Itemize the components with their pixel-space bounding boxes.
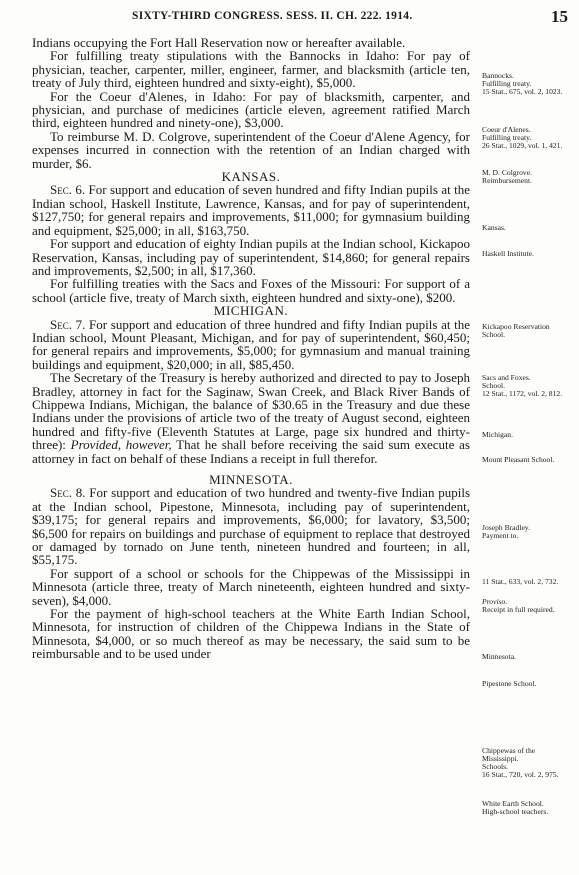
margin-note [482,169,572,185]
paragraph-text: That he shall before receiving the said sum execute as attorney in fact on behalf of these Indians a receipt in full therefor. [32,437,470,466]
margin-note [482,224,572,232]
margin-note [482,598,572,614]
margin-note [482,374,572,398]
paragraph: For fulfilling treaties with the Sacs and Foxes of the Missouri: For support of a school (article five, treaty of March sixth, eighteen hundred and sixty-one), $200. [32,276,470,305]
margin-note-line: 15 Stat., 675, vol. 2, 1023. [482,87,563,96]
margin-note-line: Pipestone School. [482,679,537,688]
margin-note-line: Schools. [482,762,508,771]
margin-note-line: Minnesota. [482,652,516,661]
paragraph [32,183,470,237]
margin-note [482,250,572,258]
margin-note-line: Fulfilling treaty. [482,79,532,88]
margin-note-line: Haskell Institute. [482,249,534,258]
margin-note-line: Bannocks. [482,71,514,80]
paragraph [32,486,470,566]
margin-note-line: White Earth School. [482,799,544,808]
margin-note-line: Fulfilling treaty. [482,133,532,142]
margin-note [482,653,572,661]
running-head-title: SIXTY-THIRD CONGRESS. SESS. II. CH. 222. 1914. [132,10,413,22]
running-header [32,7,570,28]
proviso-text: Provided, however, [70,437,172,453]
paragraph: For the payment of high-school teachers at the White Earth Indian School, Minnesota, for instruction of children of the Chippewa Indians in the State of Minnesota, $4,000, or so much thereof as may be necessary, the said sum to be reimbursable and to be used under [32,606,470,662]
paragraph: For fulfilling treaty stipulations with the Bannocks in Idaho: For pay of physician, teacher, carpenter, miller, engineer, farmer, and blacksmith (article ten, treaty of July third, eighteen hundred and sixty-eight), $5,000. [32,48,470,91]
margin-note-line: 11 Stat., 633, vol. 2, 732. [482,577,559,586]
section-heading-minnesota: MINNESOTA. [209,472,293,487]
margin-note-line: Mount Pleasant School. [482,455,555,464]
margin-note [482,800,572,816]
paragraph: For support of a school or schools for the Chippewas of the Mississippi in Minnesota (article three, treaty of March nineteenth, eighteen hundred and sixty-seven), $4,000. [32,565,470,608]
margin-note [482,524,572,540]
paragraph [32,318,470,372]
margin-note-line: Kickapoo Reservation School. [482,322,550,339]
margin-note-line: 12 Stat., 1172, vol. 2, 812. [482,389,563,398]
margin-note-line: 26 Stat., 1029, vol. 1, 421. [482,141,563,150]
margin-note-line: M. D. Colgrove. [482,168,532,177]
margin-note [482,323,572,339]
margin-note-line: Sacs and Foxes. [482,373,531,382]
margin-note [482,72,572,96]
margin-note [482,126,572,150]
margin-note-line: Payment to. [482,531,519,540]
paragraph-text: For support and education of two hundred and twenty-five Indian pupils at the Indian school, Pipestone, Minnesota, including pay of superintendent, $39,175; for general repairs and improvements, $6,000; for lavatory, $3,500; $6,500 for repairs on buildings and purchase of equipment to replace that destroyed or damaged by tornado on June tenth, nineteen hundred and fourteen; in all, $55,175. [32,485,471,568]
body-text [32,36,470,661]
section-label: Sec. 8. [50,485,86,501]
margin-note-line: Chippewas of the Mississippi. [482,746,536,763]
paragraph: For support and education of eighty Indian pupils at the Indian school, Kickapoo Reservation, Kansas, including pay of superintendent, $14,860; for general repairs and improvements, $2,500; in all, $17,360. [32,236,470,278]
page-number: 15 [551,7,568,26]
paragraph-text: For support and education of three hundred and fifty Indian pupils at the Indian school, Mount Pleasant, Michigan, and for pay of superintendent, $60,450; for general repairs and improvements, $5,000; for gymnasium and manual training buildings and equipment, $20,000; in all, $85,450. [32,316,471,372]
margin-note-line: School. [482,381,505,390]
margin-note [482,680,572,688]
paragraph: Indians occupying the Fort Hall Reservation now or hereafter available. [32,35,406,50]
margin-note-line: Reimbursement. [482,176,532,185]
margin-note [482,431,572,439]
margin-note [482,456,572,464]
margin-note-line: Joseph Bradley. [482,523,531,532]
margin-note-line: High-school teachers. [482,807,549,816]
margin-note [482,747,572,779]
paragraph: To reimburse M. D. Colgrove, superintendent of the Coeur d'Alene Agency, for expenses incurred in connection with the retention of an Indian charged with murder, $6. [32,128,470,171]
paragraph-text: The Secretary of the Treasury is hereby authorized and directed to pay to Joseph Bradley, attorney in fact for the Saginaw, Swan Creek, and Black River Bands of Chippewa Indians, Michigan, the balance of $30.65 in the Treasury and due these Indians under the provisions of article two of the treaty of August second, eighteen hundred and fifty-five (Eleventh Statutes at Large, page six hundred and thirty-three): [32,370,470,453]
section-heading-kansas: KANSAS. [221,169,281,185]
margin-note-line: Receipt in full required. [482,605,555,614]
margin-note-line: Michigan. [482,430,514,439]
paragraph [32,371,470,465]
margin-note-line: Proviso. [482,597,508,606]
section-label: Sec. 6. [50,182,86,198]
margin-note [482,578,572,586]
section-label: Sec. 7. [50,316,86,332]
margin-note-line: 16 Stat., 720, vol. 2, 975. [482,770,559,779]
margin-note-line: Kansas. [482,223,506,232]
section-heading-michigan: MICHIGAN. [213,303,289,319]
paragraph-text: For support and education of seven hundred and fifty Indian pupils at the Indian school, Haskell Institute, Lawrence, Kansas, and for pay of superintendent, $127,750; for general repairs and improvements, $11,000; for gymnasium building and equipment, $25,000; in all, $163,750. [32,182,470,238]
margin-note-line: Coeur d'Alenes. [482,125,531,134]
paragraph: For the Coeur d'Alenes, in Idaho: For pay of blacksmith, carpenter, and physician, and purchase of medicines (article eleven, agreement ratified March third, eighteen hundred and ninety-one), $3,000. [32,88,470,131]
